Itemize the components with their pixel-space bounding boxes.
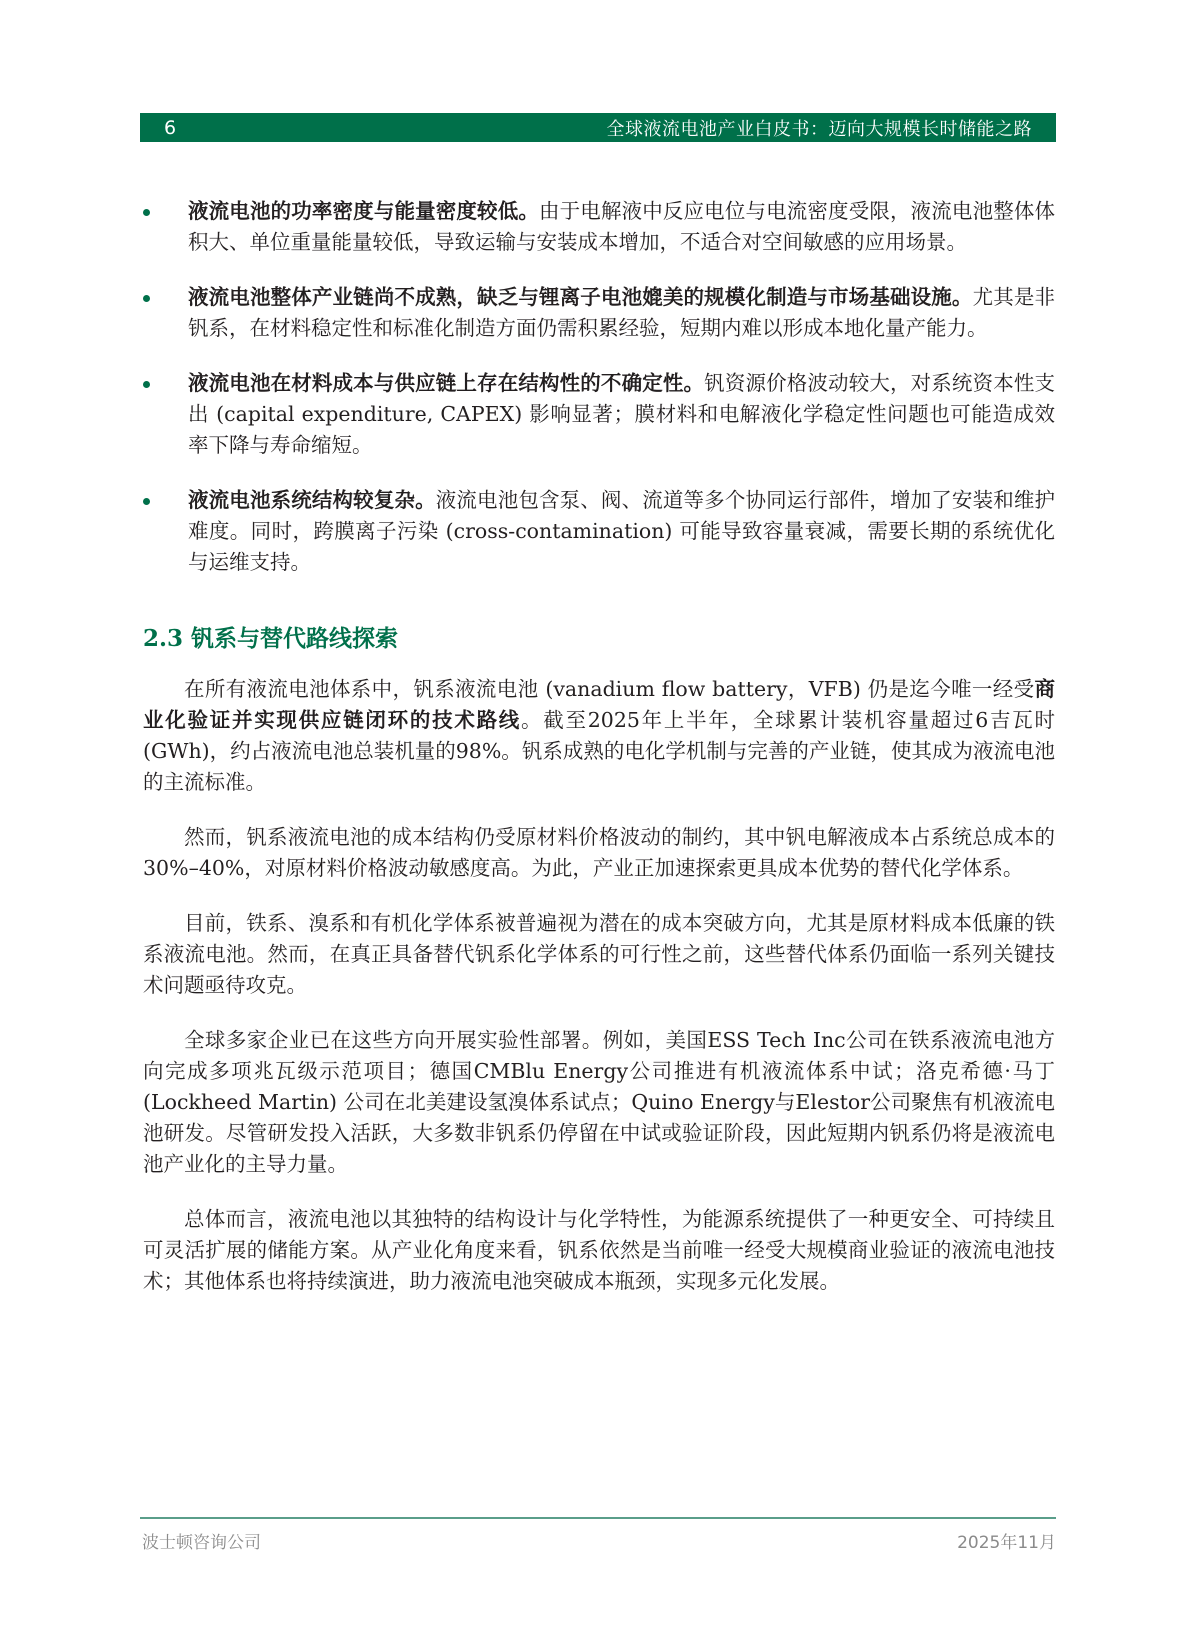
publisher-name: 波士顿咨询公司: [142, 1533, 261, 1553]
paragraph-text: 目前，铁系、溴系和有机化学体系被普遍视为潜在的成本突破方向，尤其是原材料成本低廉的铁系液流电池。然而，在真正具备替代钒系化学体系的可行性之前，这些替代体系仍面临一系列关键技术问题亟待攻克。: [143, 911, 1055, 997]
paragraph-text: 在所有液流电池体系中，钒系液流电池 (vanadium flow battery，VFB) 仍是迄今唯一经受: [184, 677, 1035, 701]
bullet-icon: [143, 295, 150, 302]
paragraph: [143, 674, 1055, 798]
list-item: [143, 196, 1055, 258]
paragraph: [143, 822, 1055, 884]
footer-divider: [140, 1517, 1056, 1519]
bullet-lead: 液流电池的功率密度与能量密度较低。: [188, 199, 539, 223]
list-item: [143, 368, 1055, 461]
bullet-text: 液流电池包含泵、阀、流道等多个协同运行部件，增加了安装和维护难度。同时，跨膜离子污染 (cross-contamination) 可能导致容量衰减，需要长期的系统优化与运维支持。: [188, 488, 1056, 574]
bullet-text: 由于电解液中反应电位与电流密度受限，液流电池整体体积大、单位重量能量较低，导致运输与安装成本增加，不适合对空间敏感的应用场景。: [188, 199, 1056, 254]
paragraph-text: 。截至2025年上半年，全球累计装机容量超过6吉瓦时 (GWh)，约占液流电池总装机量的98%。钒系成熟的电化学机制与完善的产业链，使其成为液流电池的主流标准。: [143, 708, 1055, 794]
paragraph-text: 然而，钒系液流电池的成本结构仍受原材料价格波动的制约，其中钒电解液成本占系统总成本的30%–40%，对原材料价格波动敏感度高。为此，产业正加速探索更具成本优势的替代化学体系。: [143, 825, 1055, 880]
page-number: 6: [164, 116, 177, 139]
bullet-icon: [143, 498, 150, 505]
limitations-list: [143, 196, 1055, 578]
list-item: [143, 485, 1055, 578]
list-item: [143, 282, 1055, 344]
document-title: 全球液流电池产业白皮书：迈向大规模长时储能之路: [606, 118, 1032, 140]
bullet-icon: [143, 209, 150, 216]
bullet-text: 尤其是非钒系，在材料稳定性和标准化制造方面仍需积累经验，短期内难以形成本地化量产能力。: [188, 285, 1056, 340]
paragraph-text: 总体而言，液流电池以其独特的结构设计与化学特性，为能源系统提供了一种更安全、可持续且可灵活扩展的储能方案。从产业化角度来看，钒系依然是当前唯一经受大规模商业验证的液流电池技术；其他体系也将持续演进，助力液流电池突破成本瓶颈，实现多元化发展。: [143, 1207, 1055, 1293]
paragraph: [143, 1025, 1055, 1180]
bullet-icon: [143, 381, 150, 388]
page-content: [143, 196, 1055, 1321]
paragraph: [143, 908, 1055, 1001]
bullet-lead: 液流电池在材料成本与供应链上存在结构性的不确定性。: [188, 371, 705, 395]
bullet-lead: 液流电池系统结构较复杂。: [188, 488, 436, 512]
section-heading: 2.3 钒系与替代路线探索: [143, 625, 399, 652]
paragraph-text: 全球多家企业已在这些方向开展实验性部署。例如，美国ESS Tech Inc公司在铁系液流电池方向完成多项兆瓦级示范项目；德国CMBlu Energy公司推进有机液流体系中试；洛克希德·马丁 (Lockheed Martin) 公司在北美建设氢溴体系试点；Quino Energy与Elestor公司聚焦有机液流电池研发。尽管研发投入活跃，大多数非钒系仍停留在中试或验证阶段，因此短期内钒系仍将是液流电池产业化的主导力量。: [143, 1028, 1055, 1176]
bullet-lead: 液流电池整体产业链尚不成熟，缺乏与锂离子电池媲美的规模化制造与市场基础设施。: [188, 285, 973, 309]
publication-date: 2025年11月: [957, 1533, 1056, 1553]
bullet-text: 钒资源价格波动较大，对系统资本性支出 (capital expenditure, CAPEX) 影响显著；膜材料和电解液化学稳定性问题也可能造成效率下降与寿命缩短。: [188, 371, 1056, 457]
paragraph-emphasis: 商业化验证并实现供应链闭环的技术路线: [143, 677, 1055, 732]
running-footer: [142, 1528, 1056, 1553]
running-header: [140, 113, 1056, 142]
paragraph: [143, 1204, 1055, 1297]
